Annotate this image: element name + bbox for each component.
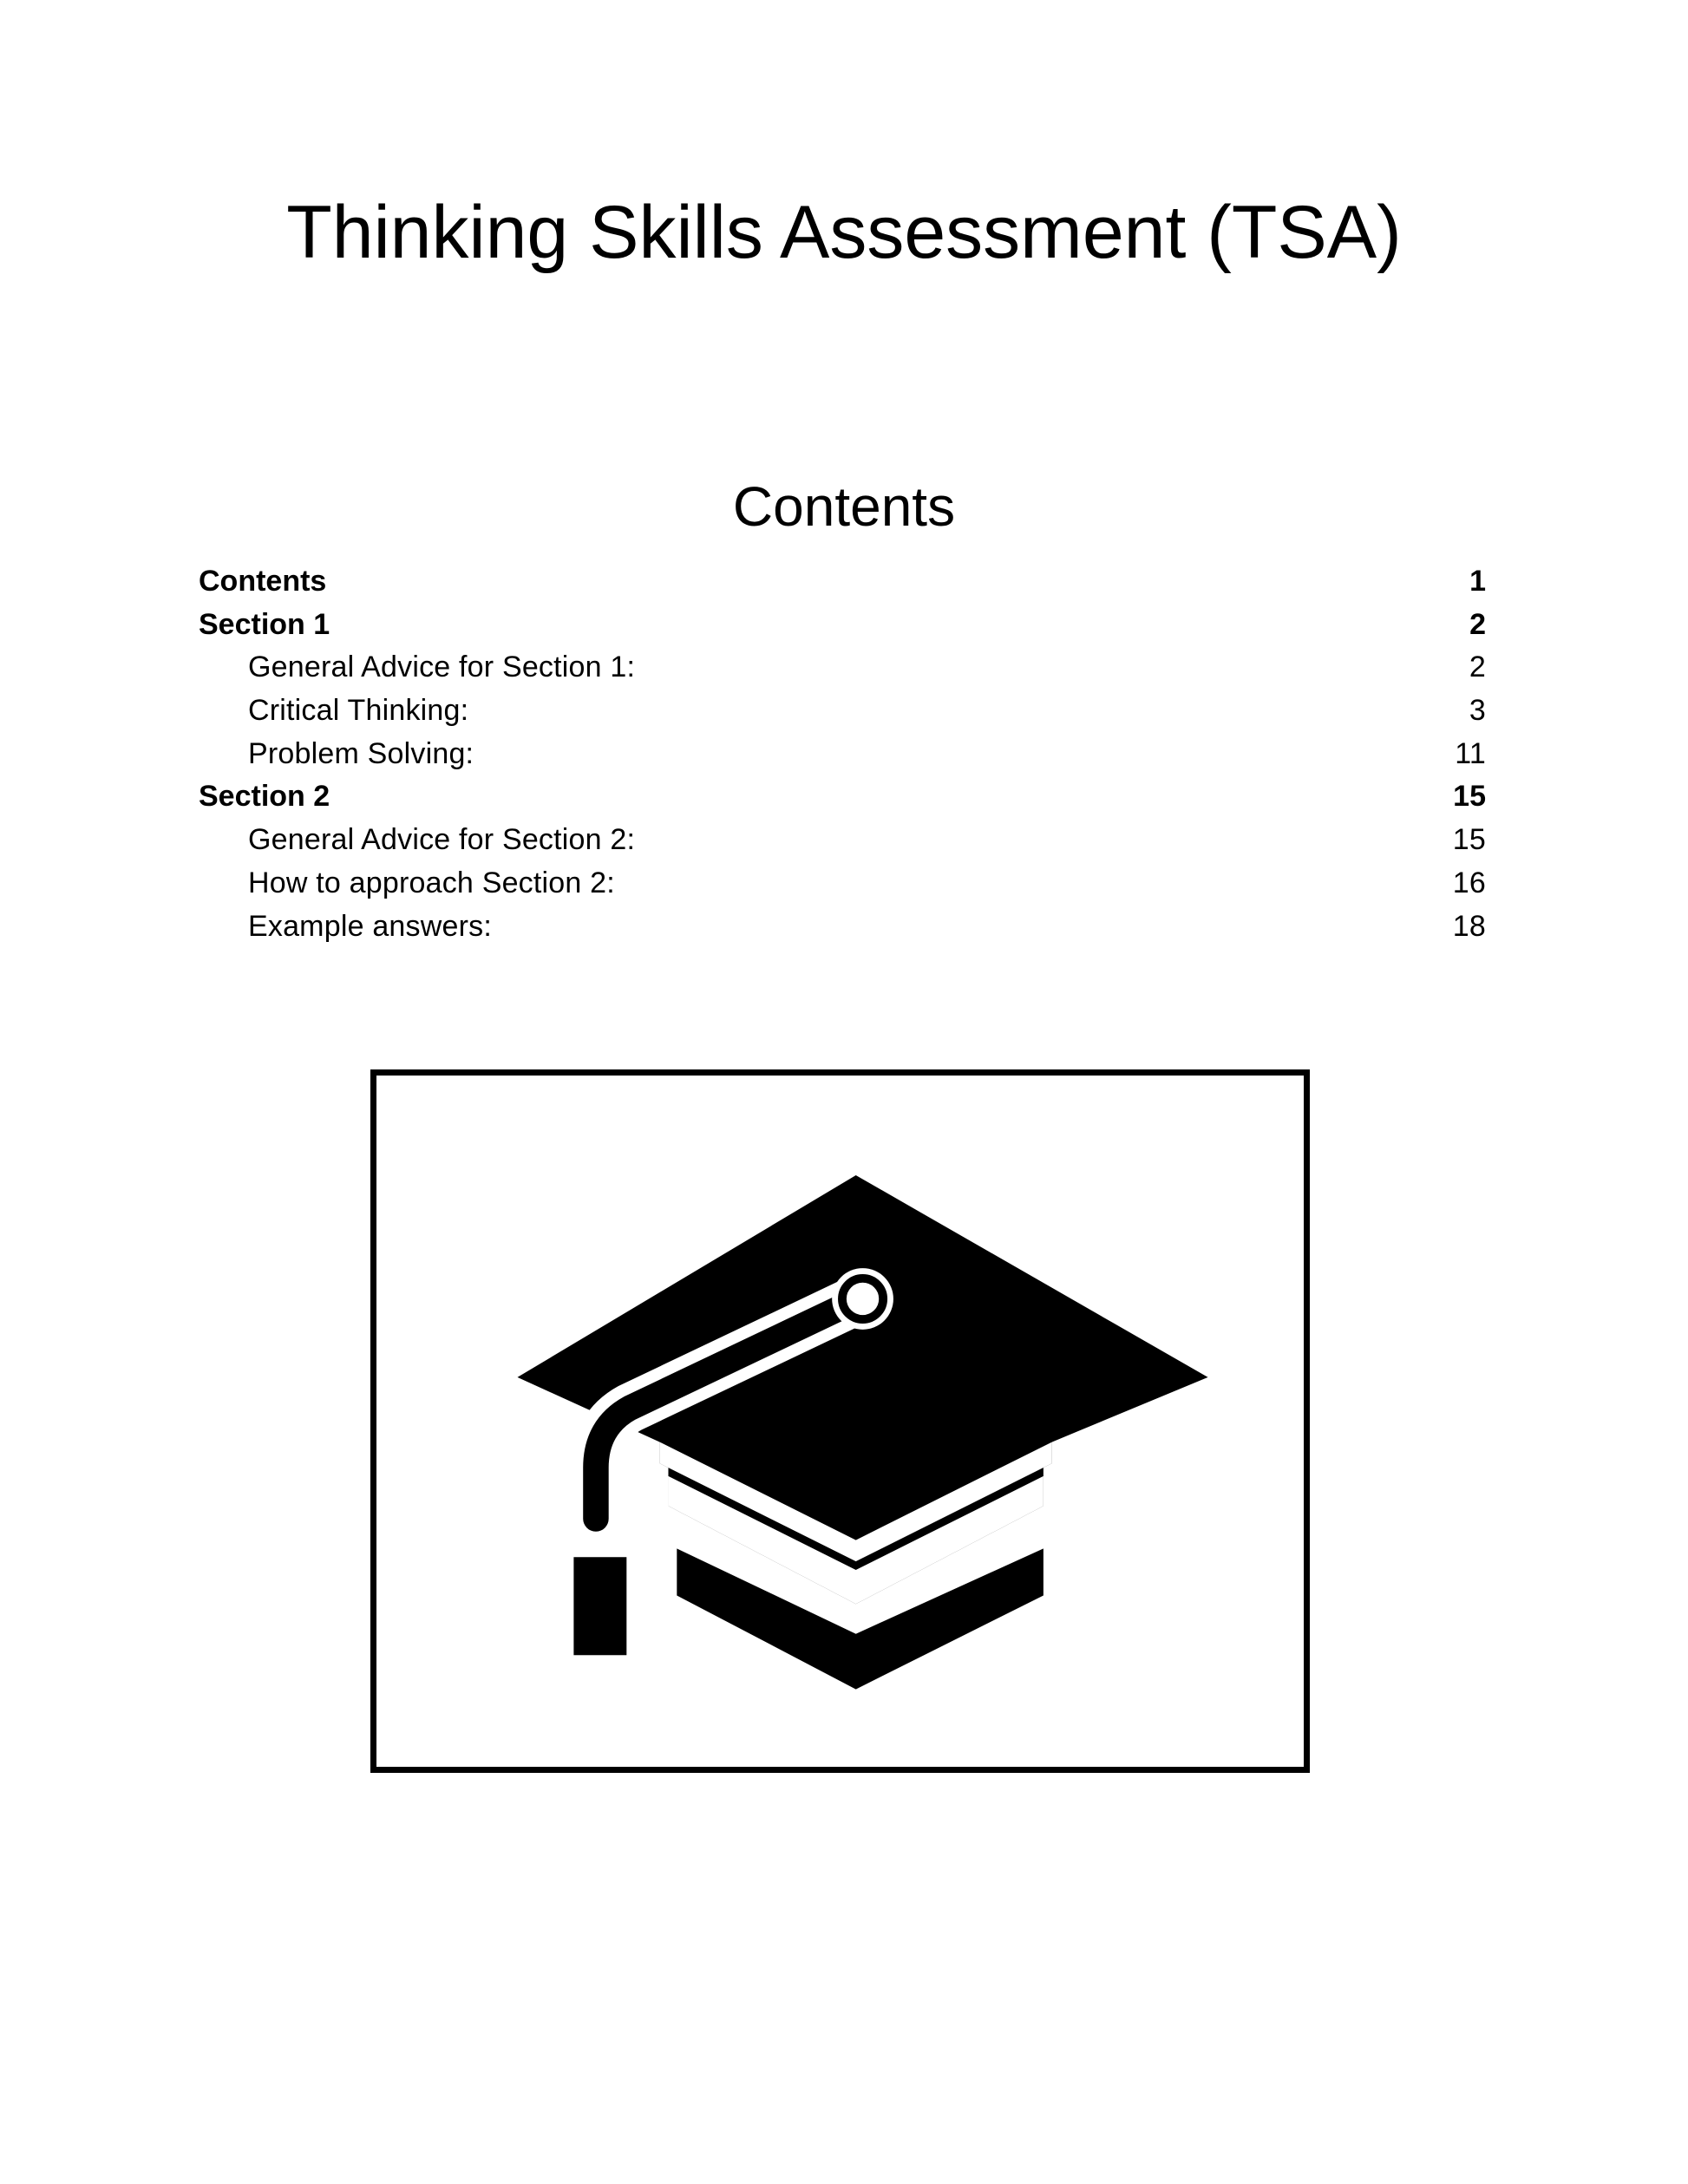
toc-entry-label: Contents: [199, 565, 327, 598]
toc-entry-page: 15: [1452, 823, 1486, 857]
toc-entry-how-to-approach-section-2[interactable]: [199, 862, 1486, 906]
toc-entry-label: General Advice for Section 1:: [248, 651, 636, 684]
toc-entry-example-answers[interactable]: [199, 906, 1486, 949]
toc-entry-problem-solving[interactable]: [199, 733, 1486, 776]
table-of-contents: [199, 560, 1486, 948]
toc-entry-label: How to approach Section 2:: [248, 866, 615, 899]
toc-entry-label: General Advice for Section 2:: [248, 823, 636, 857]
toc-entry-label: Example answers:: [248, 909, 492, 943]
toc-entry-label: Section 1: [199, 607, 330, 641]
toc-entry-label: Problem Solving:: [248, 736, 474, 770]
document-title: Thinking Skills Assessment (TSA): [286, 191, 1402, 274]
toc-entry-page: 18: [1452, 909, 1486, 943]
graduation-cap-icon: [376, 1076, 1304, 1767]
toc-entry-label: Critical Thinking:: [248, 694, 469, 728]
toc-entry-section-2[interactable]: [199, 775, 1486, 819]
toc-entry-critical-thinking[interactable]: [199, 690, 1486, 733]
illustration-frame: [370, 1069, 1310, 1773]
toc-heading: Contents: [732, 475, 956, 538]
toc-entry-label: Section 2: [199, 780, 330, 814]
toc-entry-contents[interactable]: [199, 560, 1486, 604]
toc-entry-page: 1: [1469, 565, 1486, 598]
toc-entry-page: 3: [1469, 694, 1486, 728]
toc-entry-page: 2: [1469, 607, 1486, 641]
toc-entry-section-1[interactable]: [199, 604, 1486, 647]
toc-entry-page: 15: [1453, 780, 1486, 814]
toc-entry-page: 16: [1452, 866, 1486, 899]
toc-entry-page: 2: [1469, 651, 1486, 684]
toc-entry-general-advice-section-1[interactable]: [199, 646, 1486, 690]
toc-entry-general-advice-section-2[interactable]: [199, 819, 1486, 862]
toc-entry-page: 11: [1455, 736, 1486, 770]
